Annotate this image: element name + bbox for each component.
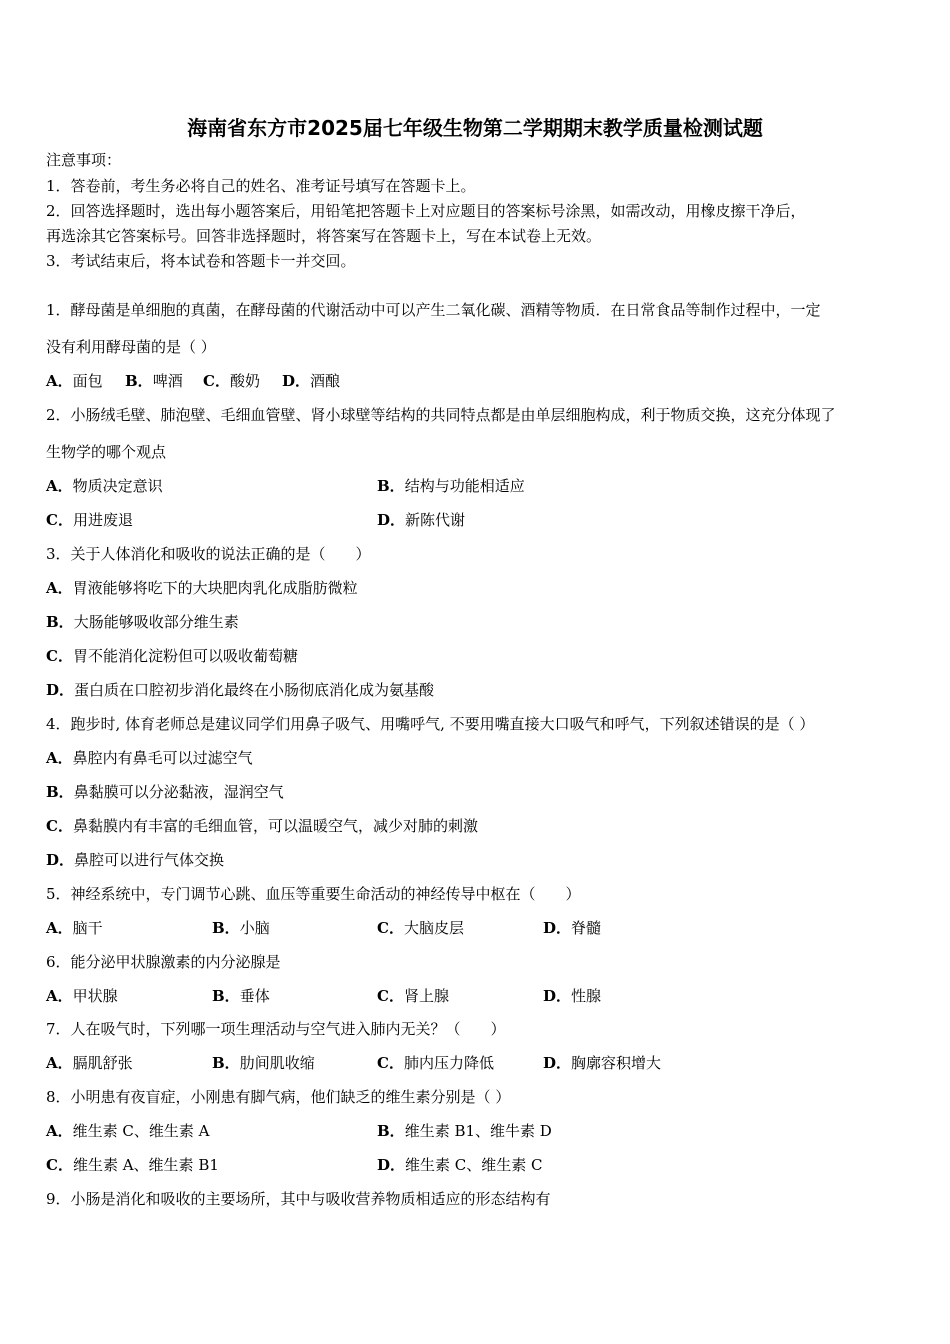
option-label: D． <box>46 851 75 869</box>
option-d <box>282 371 340 391</box>
option-d <box>377 510 465 530</box>
option-text: 胸廓容积增大 <box>571 1054 662 1072</box>
option-b <box>212 1053 315 1073</box>
option-text: 垂体 <box>239 987 270 1005</box>
option-text: 大脑皮层 <box>403 919 464 937</box>
option-text: 蛋白质在口腔初步消化最终在小肠彻底消化成为氨基酸 <box>74 681 435 699</box>
option-c <box>377 1053 494 1073</box>
option-label: C． <box>46 511 73 529</box>
option-text: 酸奶 <box>229 372 260 390</box>
notice-heading: 注意事项： <box>46 151 122 169</box>
option-d <box>543 918 601 938</box>
option-c <box>203 371 260 391</box>
option-d <box>377 1155 543 1175</box>
option-d <box>543 1053 661 1073</box>
option-label: D． <box>282 372 311 390</box>
option-label: C． <box>377 1054 404 1072</box>
option-text: 脑干 <box>72 919 103 937</box>
option-label: D． <box>543 919 572 937</box>
notice-item: 1．答卷前，考生务必将自己的姓名、准考证号填写在答题卡上。 <box>46 177 476 195</box>
question-stem: 7．人在吸气时，下列哪一项生理活动与空气进入肺内无关？（ ） <box>46 1020 506 1038</box>
option-a <box>46 578 358 598</box>
option-label: B． <box>125 372 153 390</box>
option-text: 鼻腔可以进行气体交换 <box>74 851 225 869</box>
option-label: D． <box>46 681 75 699</box>
option-text: 脊髓 <box>571 919 602 937</box>
option-text: 啤酒 <box>152 372 183 390</box>
option-text: 小脑 <box>239 919 270 937</box>
option-text: 胃液能够将吃下的大块肥肉乳化成脂肪微粒 <box>72 579 358 597</box>
option-label: A． <box>46 749 73 767</box>
option-label: C． <box>377 987 404 1005</box>
option-c <box>46 816 478 836</box>
option-c <box>46 510 133 530</box>
option-a <box>46 476 163 496</box>
notice-item: 3．考试结束后，将本试卷和答题卡一并交回。 <box>46 252 356 270</box>
option-text: 酒酿 <box>310 372 341 390</box>
option-text: 结构与功能相适应 <box>404 477 525 495</box>
option-label: B． <box>46 613 74 631</box>
option-label: C． <box>377 919 404 937</box>
option-c <box>377 918 464 938</box>
option-b <box>125 371 183 391</box>
option-label: A． <box>46 987 73 1005</box>
option-text: 用进废退 <box>72 511 133 529</box>
notice-item: 再选涂其它答案标号。回答非选择题时，将答案写在答题卡上，写在本试卷上无效。 <box>46 227 602 245</box>
option-label: A． <box>46 919 73 937</box>
option-label: A． <box>46 477 73 495</box>
option-text: 性腺 <box>571 987 602 1005</box>
option-text: 肺内压力降低 <box>403 1054 494 1072</box>
option-label: A． <box>46 372 73 390</box>
option-label: D． <box>377 1156 406 1174</box>
option-text: 甲状腺 <box>72 987 118 1005</box>
option-text: 新陈代谢 <box>405 511 466 529</box>
option-a <box>46 918 103 938</box>
option-text: 物质决定意识 <box>72 477 163 495</box>
option-label: D． <box>543 987 572 1005</box>
option-text: 膈肌舒张 <box>72 1054 133 1072</box>
option-text: 维生素 C、维生素 A <box>72 1122 210 1140</box>
question-stem: 9．小肠是消化和吸收的主要场所，其中与吸收营养物质相适应的形态结构有 <box>46 1190 551 1208</box>
option-label: B． <box>212 919 240 937</box>
question-stem: 1．酵母菌是单细胞的真菌，在酵母菌的代谢活动中可以产生二氧化碳、酒精等物质．在日常食品等制作过程中，一定 <box>46 301 821 319</box>
option-label: A． <box>46 1054 73 1072</box>
option-label: C． <box>46 817 73 835</box>
option-d <box>46 680 434 700</box>
option-text: 大肠能够吸收部分维生素 <box>73 613 239 631</box>
option-label: B． <box>377 477 405 495</box>
question-stem: 4．跑步时, 体育老师总是建议同学们用鼻子吸气、用嘴呼气, 不要用嘴直接大口吸气和呼气，下列叙述错误的是（ ） <box>46 715 815 733</box>
option-text: 面包 <box>72 372 103 390</box>
option-b <box>46 612 239 632</box>
question-stem: 5．神经系统中，专门调节心跳、血压等重要生命活动的神经传导中枢在（ ） <box>46 885 581 903</box>
option-label: A． <box>46 1122 73 1140</box>
question-stem: 生物学的哪个观点 <box>46 443 167 461</box>
option-a <box>46 986 118 1006</box>
option-a <box>46 1121 210 1141</box>
option-text: 鼻黏膜可以分泌黏液，湿润空气 <box>73 783 284 801</box>
option-text: 鼻黏膜内有丰富的毛细血管，可以温暖空气，减少对肺的刺激 <box>72 817 478 835</box>
question-stem: 6．能分泌甲状腺激素的内分泌腺是 <box>46 953 281 971</box>
question-stem: 8．小明患有夜盲症，小刚患有脚气病，他们缺乏的维生素分别是（ ） <box>46 1088 511 1106</box>
option-a <box>46 1053 133 1073</box>
option-label: B． <box>212 987 240 1005</box>
question-stem: 3．关于人体消化和吸收的说法正确的是（ ） <box>46 545 371 563</box>
option-label: D． <box>377 511 406 529</box>
option-text: 肾上腺 <box>403 987 449 1005</box>
option-text: 维生素 C、维生素 C <box>405 1156 543 1174</box>
option-text: 维生素 A、维生素 B1 <box>72 1156 219 1174</box>
option-label: B． <box>377 1122 405 1140</box>
option-b <box>377 1121 552 1141</box>
option-b <box>212 918 270 938</box>
question-stem: 2．小肠绒毛壁、肺泡壁、毛细血管壁、肾小球壁等结构的共同特点都是由单层细胞构成，利于物质交换，这充分体现了 <box>46 406 836 424</box>
option-c <box>46 646 298 666</box>
option-label: C． <box>46 1156 73 1174</box>
option-b <box>46 782 284 802</box>
option-a <box>46 371 103 391</box>
option-b <box>377 476 525 496</box>
notice-item: 2．回答选择题时，选出每小题答案后，用铅笔把答题卡上对应题目的答案标号涂黑，如需改动，用橡皮擦干净后， <box>46 202 806 220</box>
exam-title: 海南省东方市2025届七年级生物第二学期期末教学质量检测试题 <box>187 116 763 140</box>
option-label: D． <box>543 1054 572 1072</box>
option-text: 鼻腔内有鼻毛可以过滤空气 <box>72 749 253 767</box>
option-d <box>46 850 224 870</box>
option-c <box>46 1155 219 1175</box>
option-d <box>543 986 601 1006</box>
option-a <box>46 748 253 768</box>
option-label: B． <box>46 783 74 801</box>
option-text: 维生素 B1、维牛素 D <box>404 1122 552 1140</box>
option-label: C． <box>46 647 73 665</box>
question-stem: 没有利用酵母菌的是（ ） <box>46 338 216 356</box>
option-label: A． <box>46 579 73 597</box>
option-label: B． <box>212 1054 240 1072</box>
option-text: 肋间肌收缩 <box>239 1054 315 1072</box>
option-label: C． <box>203 372 230 390</box>
option-c <box>377 986 449 1006</box>
option-text: 胃不能消化淀粉但可以吸收葡萄糖 <box>72 647 298 665</box>
option-b <box>212 986 270 1006</box>
